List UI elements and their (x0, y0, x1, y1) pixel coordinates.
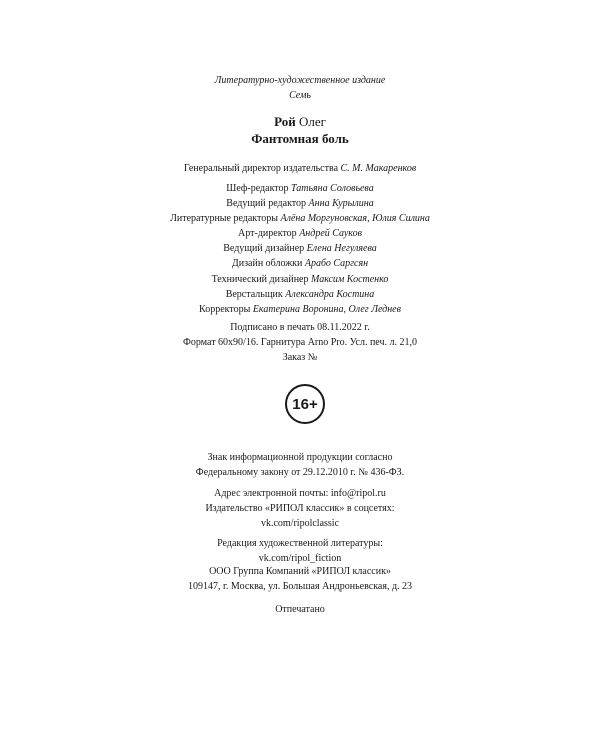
staff-role: Ведущий дизайнер (223, 243, 305, 255)
staff-name: Александра Костина (285, 288, 375, 300)
law-notice (0, 450, 600, 480)
staff-row (0, 272, 600, 287)
social-url: vk.com/ripolclassic (260, 518, 340, 529)
staff-row (0, 211, 600, 226)
author-surname: Рой (274, 114, 296, 129)
staff-row (0, 302, 600, 317)
staff-list (0, 181, 600, 317)
fiction-label: Редакция художественной литературы: (217, 538, 383, 549)
staff-name: Максим Костенко (311, 273, 389, 285)
company-block (0, 564, 600, 594)
staff-role: Ведущий редактор (226, 198, 307, 210)
staff-name: Алёна Моргуновская, Юлия Силина (280, 213, 430, 225)
staff-name: Андрей Сауков (299, 228, 362, 240)
company-address: 109147, г. Москва, ул. Большая Андроньевская, д. 23 (187, 581, 413, 592)
company-name: ООО Группа Компаний «РИПОЛ классик» (209, 566, 391, 577)
print-format: Формат 60x90/16. Гарнитура Arno Pro. Усл. печ. л. 21,0 (183, 337, 417, 348)
fiction-block (0, 536, 600, 566)
author (0, 113, 600, 130)
printed-label: Отпечатано (275, 604, 325, 615)
staff-name: Екатерина Воронина, Олег Леднев (252, 303, 401, 315)
staff-name: Татьяна Соловьева (291, 183, 374, 194)
staff-row (0, 256, 600, 271)
contacts-block (0, 486, 600, 531)
staff-role: Корректоры (199, 303, 251, 315)
staff-role: Дизайн обложки (231, 258, 303, 270)
law-line-2: Федеральному закону от 29.12.2010 г. № 436-ФЗ. (195, 467, 405, 478)
printed-block (0, 602, 600, 617)
edition-type: Литературно-художественное издание (214, 75, 386, 86)
director-role: Генеральный директор издательства (183, 163, 339, 174)
staff-row (0, 287, 600, 302)
age-rating-badge: 16+ (285, 384, 325, 424)
series-name: Семь (289, 90, 311, 101)
social-line: Издательство «РИПОЛ классик» в соцсетях: (205, 503, 395, 514)
law-line-1: Знак информационной продукции согласно (207, 452, 393, 463)
staff-role: Верстальщик (225, 288, 283, 300)
author-name: Олег (298, 114, 326, 129)
staff-name: Елена Негуляева (306, 243, 377, 255)
series-block (0, 73, 600, 103)
director-block (0, 161, 600, 176)
title-block (0, 113, 600, 148)
staff-name: Анна Курылина (308, 198, 374, 210)
staff-row (0, 241, 600, 256)
staff-role: Шеф-редактор (226, 183, 289, 194)
email-line: Адрес электронной почты: info@ripol.ru (214, 488, 386, 499)
staff-row (0, 196, 600, 211)
fiction-url: vk.com/ripol_fiction (258, 553, 342, 564)
staff-role: Арт-директор (238, 228, 297, 240)
director-name: С. М. Макаренков (340, 163, 417, 174)
print-info (0, 320, 600, 365)
book-title: Фантомная боль (251, 131, 349, 146)
staff-role: Технический дизайнер (211, 273, 309, 285)
staff-row (0, 181, 600, 196)
staff-role: Литературные редакторы (170, 213, 278, 225)
order-number: Заказ № (282, 352, 318, 363)
signed-date: Подписано в печать 08.11.2022 г. (230, 322, 370, 333)
director-line (0, 161, 600, 176)
staff-name: Арабо Саргсян (304, 258, 369, 270)
staff-row (0, 226, 600, 241)
